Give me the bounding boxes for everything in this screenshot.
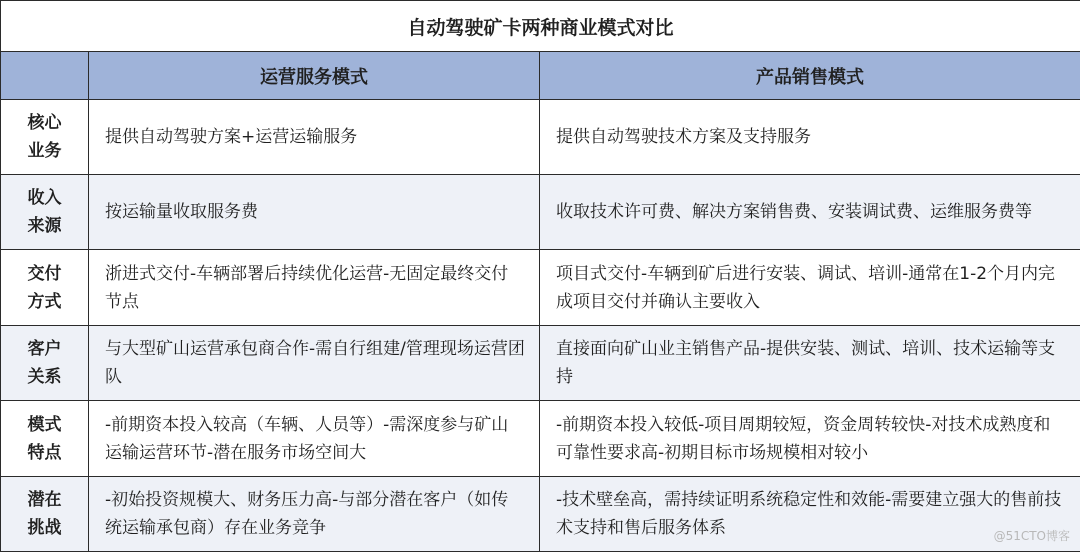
table-row-potential-challenges [1,477,1080,552]
cell-operation-service: 提供自动驾驶方案+运营运输服务 [89,100,540,175]
table-row-core-business [1,100,1080,175]
row-label-line2: 特点 [27,442,62,463]
cell-product-sales: -前期资本投入较低-项目周期较短，资金周转较快-对技术成熟度和可靠性要求高-初期目标市场规模相对较小 [540,401,1080,477]
header-row [1,52,1080,100]
cell-product-sales: 直接面向矿山业主销售产品-提供安装、测试、培训、技术运输等支持 [540,326,1080,401]
cell-operation-service: -前期资本投入较高（车辆、人员等）-需深度参与矿山运输运营环节-潜在服务市场空间大 [89,401,540,477]
row-label [1,100,89,175]
row-label [1,477,89,552]
row-label-line2: 挑战 [27,518,62,538]
header-product-sales-mode: 产品销售模式 [540,52,1080,100]
row-label-line1: 客户 [27,339,62,359]
cell-operation-service: 按运输量收取服务费 [89,175,540,250]
row-label-line1: 核心 [27,113,62,133]
row-label [1,250,89,326]
cell-product-sales: -技术壁垒高，需持续证明系统稳定性和效能-需要建立强大的售前技术支持和售后服务体系 [540,477,1080,552]
row-label-line1: 收入 [27,188,62,208]
cell-product-sales: 提供自动驾驶技术方案及支持服务 [540,100,1080,175]
cell-operation-service: 浙进式交付-车辆部署后持续优化运营-无固定最终交付节点 [89,250,540,326]
row-label-line1: 模式 [27,414,62,435]
row-label-line2: 关系 [27,367,62,387]
cell-product-sales: 收取技术许可费、解决方案销售费、安装调试费、运维服务费等 [540,175,1080,250]
table-row-delivery-method [1,250,1080,326]
row-label [1,401,89,477]
header-corner-cell [1,52,89,100]
row-label-line1: 潜在 [27,490,62,510]
row-label-line2: 来源 [27,216,62,236]
row-label-line2: 业务 [27,141,62,161]
cell-operation-service: 与大型矿山运营承包商合作-需自行组建/管理现场运营团队 [89,326,540,401]
table-row-model-features [1,401,1080,477]
row-label-line2: 方式 [27,291,62,312]
table-title: 自动驾驶矿卡两种商业模式对比 [1,1,1080,52]
cell-operation-service: -初始投资规模大、财务压力高-与部分潜在客户（如传统运输承包商）存在业务竞争 [89,477,540,552]
cell-product-sales: 项目式交付-车辆到矿后进行安装、调试、培训-通常在1-2个月内完成项目交付并确认主要收入 [540,250,1080,326]
row-label [1,175,89,250]
row-label-line1: 交付 [27,263,62,284]
table-row-revenue-source [1,175,1080,250]
header-operation-service-mode: 运营服务模式 [89,52,540,100]
watermark: @51CTO博客 [993,529,1070,543]
row-label [1,326,89,401]
table-row-customer-relationship [1,326,1080,401]
